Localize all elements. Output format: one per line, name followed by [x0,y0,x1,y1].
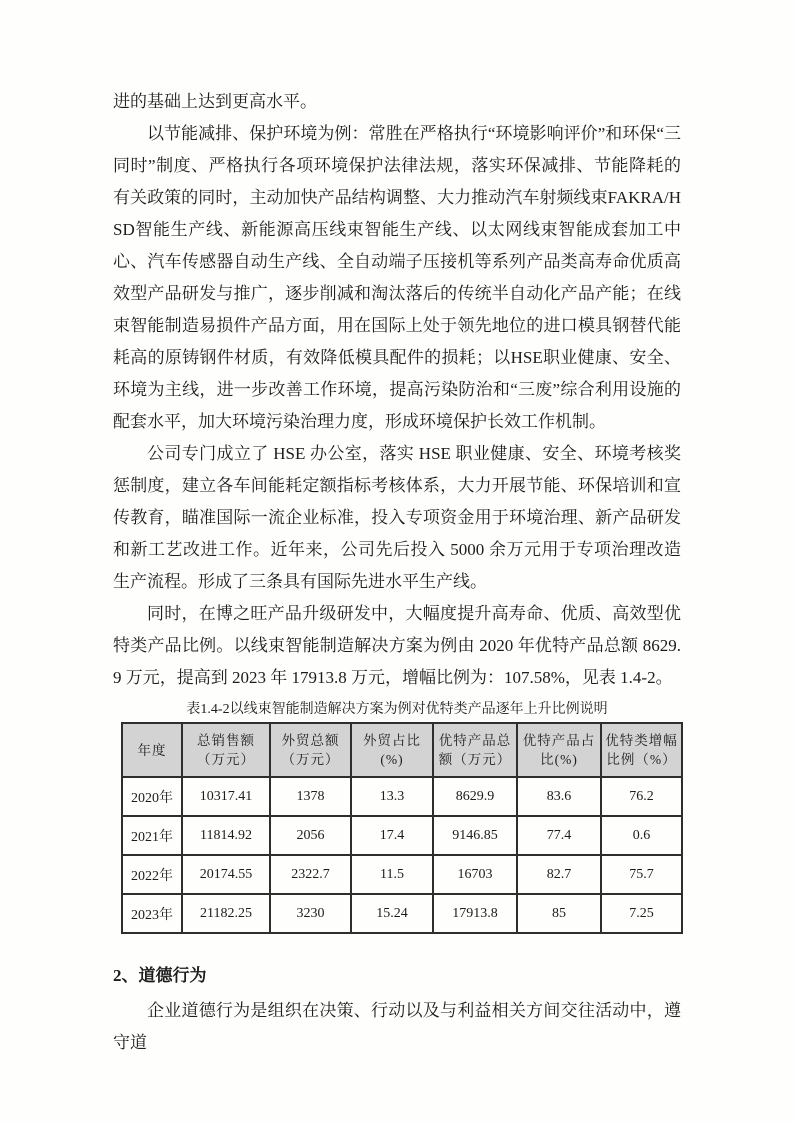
table-cell: 2022年 [122,855,182,894]
table-cell: 2020年 [122,777,182,816]
table-cell: 76.2 [601,777,682,816]
table-header-cell: 优特产品总额（万元） [433,723,517,777]
table-row [122,855,682,894]
table-cell: 11814.92 [182,816,270,855]
table-caption: 表1.4-2以线束智能制造解决方案为例对优特类产品逐年上升比例说明 [186,702,608,717]
table-cell: 2056 [270,816,351,855]
table-cell: 11.5 [351,855,433,894]
table-cell: 9146.85 [433,816,517,855]
table-header-cell: 总销售额（万元） [182,723,270,777]
body-paragraph: 进的基础上达到更高水平。 [113,92,317,111]
table-cell: 2322.7 [270,855,351,894]
table-head [122,723,682,777]
table-row [122,816,682,855]
table-cell: 15.24 [351,894,433,933]
table-header-cell: 优特产品占比(%) [517,723,601,777]
table-cell: 17913.8 [433,894,517,933]
table-header-cell: 年度 [122,723,182,777]
table-cell: 1378 [270,777,351,816]
table-header-cell: 优特类增幅比例（%） [601,723,682,777]
body-paragraph: 公司专门成立了 HSE 办公室，落实 HSE 职业健康、安全、环境考核奖惩制度，建立各车间能耗定额指标考核体系，大力开展节能、环保培训和宣传教育，瞄准国际一流企业标准，投入专项资金用于环境治理、新产品研发和新工艺改进工作。近年来，公司先后投入 5000 余万元用于专项治理改造生产流程。形成了三条具有国际先进水平生产线。 [113,444,681,591]
table-cell: 7.25 [601,894,682,933]
data-table [121,722,683,934]
table-cell: 85 [517,894,601,933]
table-header-row [122,723,682,777]
table-cell: 16703 [433,855,517,894]
table-body [122,777,682,933]
table-cell: 2023年 [122,894,182,933]
page-content [113,86,681,1059]
table-header-cell: 外贸总额（万元） [270,723,351,777]
table-header-cell: 外贸占比(%) [351,723,433,777]
table-cell: 10317.41 [182,777,270,816]
table-cell: 17.4 [351,816,433,855]
table-cell: 83.6 [517,777,601,816]
table-cell: 2021年 [122,816,182,855]
table-cell: 75.7 [601,855,682,894]
table-cell: 8629.9 [433,777,517,816]
closing-paragraph: 企业道德行为是组织在决策、行动以及与利益相关方间交往活动中，遵守道 [113,1001,681,1052]
section-heading: 2、道德行为 [113,966,207,985]
table-cell: 21182.25 [182,894,270,933]
table-cell: 3230 [270,894,351,933]
table-cell: 20174.55 [182,855,270,894]
body-paragraph: 同时，在博之旺产品升级研发中，大幅度提升高寿命、优质、高效型优特类产品比例。以线束智能制造解决方案为例由 2020 年优特产品总额 8629.9 万元，提高到 2023 年 17913.8 万元，增幅比例为：107.58%，见表 1.4-2。 [113,604,681,687]
body-paragraph: 以节能减排、保护环境为例：常胜在严格执行“环境影响评价”和环保“三同时”制度、严格执行各项环境保护法律法规，落实环保减排、节能降耗的有关政策的同时，主动加快产品结构调整、大力推动汽车射频线束FAKRA/HSD智能生产线、新能源高压线束智能生产线、以太网线束智能成套加工中心、汽车传感器自动生产线、全自动端子压接机等系列产品类高寿命优质高效型产品研发与推广，逐步削减和淘汰落后的传统半自动化产品产能；在线束智能制造易损件产品方面，用在国际上处于领先地位的进口模具钢替代能耗高的原铸钢件材质，有效降低模具配件的损耗；以HSE职业健康、安全、环境为主线，进一步改善工作环境，提高污染防治和“三废”综合利用设施的配套水平，加大环境污染治理力度，形成环境保护长效工作机制。 [113,124,681,431]
table-cell: 0.6 [601,816,682,855]
table-cell: 13.3 [351,777,433,816]
table-cell: 82.7 [517,855,601,894]
table-cell: 77.4 [517,816,601,855]
table-row [122,777,682,816]
table-row [122,894,682,933]
